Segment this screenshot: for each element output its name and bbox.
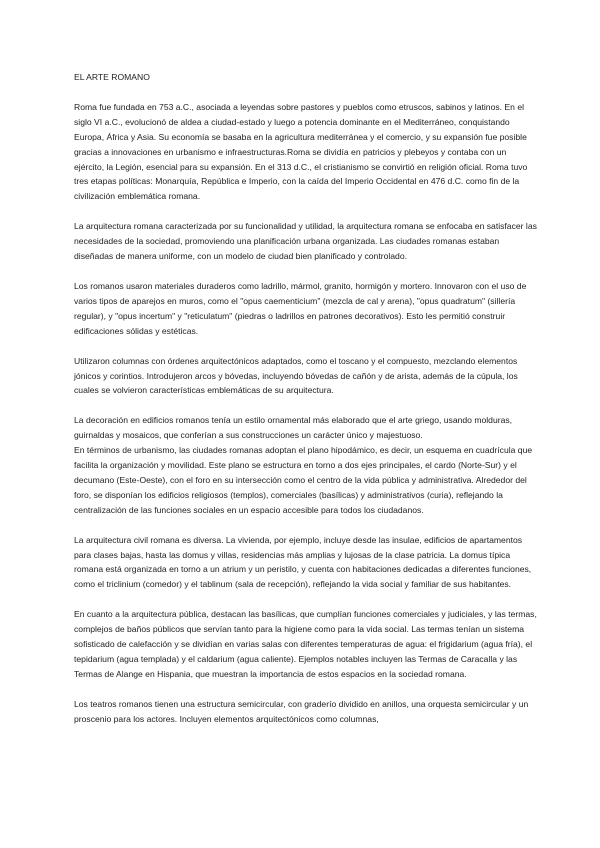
- paragraph-roman-architecture: La arquitectura romana caracterizada por su funcionalidad y utilidad, la arquitectura romana se enfocaba en satisfacer las necesidades de la sociedad, promoviendo una planificación urbana organizada. Las ciudades romanas estaban diseñadas de manera uniforme, con un modelo de ciudad bien planificado y controlado.: [74, 221, 537, 262]
- paragraph-decoration: La decoración en edificios romanos tenía un estilo ornamental más elaborado que el arte griego, usando molduras, guirnaldas y mosaicos, que conferían a sus construcciones un carácter único y majestuoso.: [74, 415, 513, 441]
- paragraph-urbanism: En términos de urbanismo, las ciudades romanas adoptan el plano hipodámico, es decir, un esquema en cuadrícula que facilita la organización y movilidad. Este plano se estructura en torno a dos ejes principales, el cardo (Norte-Sur) y el decumano (Este-Oeste), con el foro en su intersección como el centro de la vida pública y administrativa. Alrededor del foro, se disponían los edificios religiosos (templos), comerciales (basílicas) y administrativos (curia), reflejando la centralización de las funciones sociales en un espacio accesible para todos los ciudadanos.: [74, 445, 533, 515]
- paragraph-civil-architecture: La arquitectura civil romana es diversa. La vivienda, por ejemplo, incluye desde las insulae, edificios de apartamentos para clases bajas, hasta las domus y villas, residencias más amplias y lujosas de la clase patricia. La domus típica romana está organizada en torno a un atrium y un peristilo, y cuenta con habitaciones dedicadas a diferentes funciones, como el triclinium (comedor) y el tablinum (sala de recepción), reflejando la vida social y familiar de sus habitantes.: [74, 534, 532, 590]
- paragraph-theaters: Los teatros romanos tienen una estructura semicircular, con graderío dividido en anillos, una orquesta semicircular y un proscenio para los actores. Incluyen elementos arquitectónicos como columnas,: [74, 698, 529, 724]
- paragraph-materials: Los romanos usaron materiales duraderos como ladrillo, mármol, granito, hormigón y mortero. Innovaron con el uso de varios tipos de aparejos en muros, como el "opus caementicium" (mezcla de cal y arena), "opus quadratum" (sillería regular), y "opus incertum" y "reticulatum" (piedras o ladrillos en patrones decorativos). Esto les permitió construir edificaciones sólidas y estéticas.: [74, 280, 527, 336]
- paragraph-columns-arches: Utilizaron columnas con órdenes arquitectónicos adaptados, como el toscano y el compuesto, mezclando elementos jónicos y corintios. Introdujeron arcos y bóvedas, incluyendo bóvedas de cañón y de arista, además de la cúpula, los cuales se volvieron características emblemáticas de su arquitectura.: [74, 355, 518, 396]
- document-page: [74, 70, 538, 742]
- paragraph-roma-origins: Roma fue fundada en 753 a.C., asociada a leyendas sobre pastores y pueblos como etruscos, sabinos y latinos. En el siglo VI a.C., evolucionó de aldea a ciudad-estado y luego a potencia dominante en el Mediterráneo, conquistando Europa, África y Asia. Su economía se basaba en la agricultura mediterránea y el comercio, y su expansión fue posible gracias a innovaciones en urbanismo e infraestructuras.Roma se dividía en patricios y plebeyos y contaba con un ejército, la Legión, esencial para su expansión. En el 313 d.C., el cristianismo se convirtió en religión oficial. Roma tuvo tres etapas políticas: Monarquía, República e Imperio, con la caída del Imperio Occidental en 476 d.C. como fin de la civilización emblemática romana.: [74, 101, 528, 202]
- document-title: EL ARTE ROMANO: [74, 72, 150, 82]
- paragraph-public-architecture: En cuanto a la arquitectura pública, destacan las basílicas, que cumplían funciones comerciales y judiciales, y las termas, complejos de baños públicos que servían tanto para la higiene como para la vida social. Las termas tenían un sistema sofisticado de calefacción y se dividían en varias salas con diferentes temperaturas de agua: el frigidarium (agua fría), el tepidarium (agua templada) y el caldarium (agua caliente). Ejemplos notables incluyen las Termas de Caracalla y las Termas de Alange en Hispania, que muestran la importancia de estos espacios en la sociedad romana.: [74, 609, 537, 679]
